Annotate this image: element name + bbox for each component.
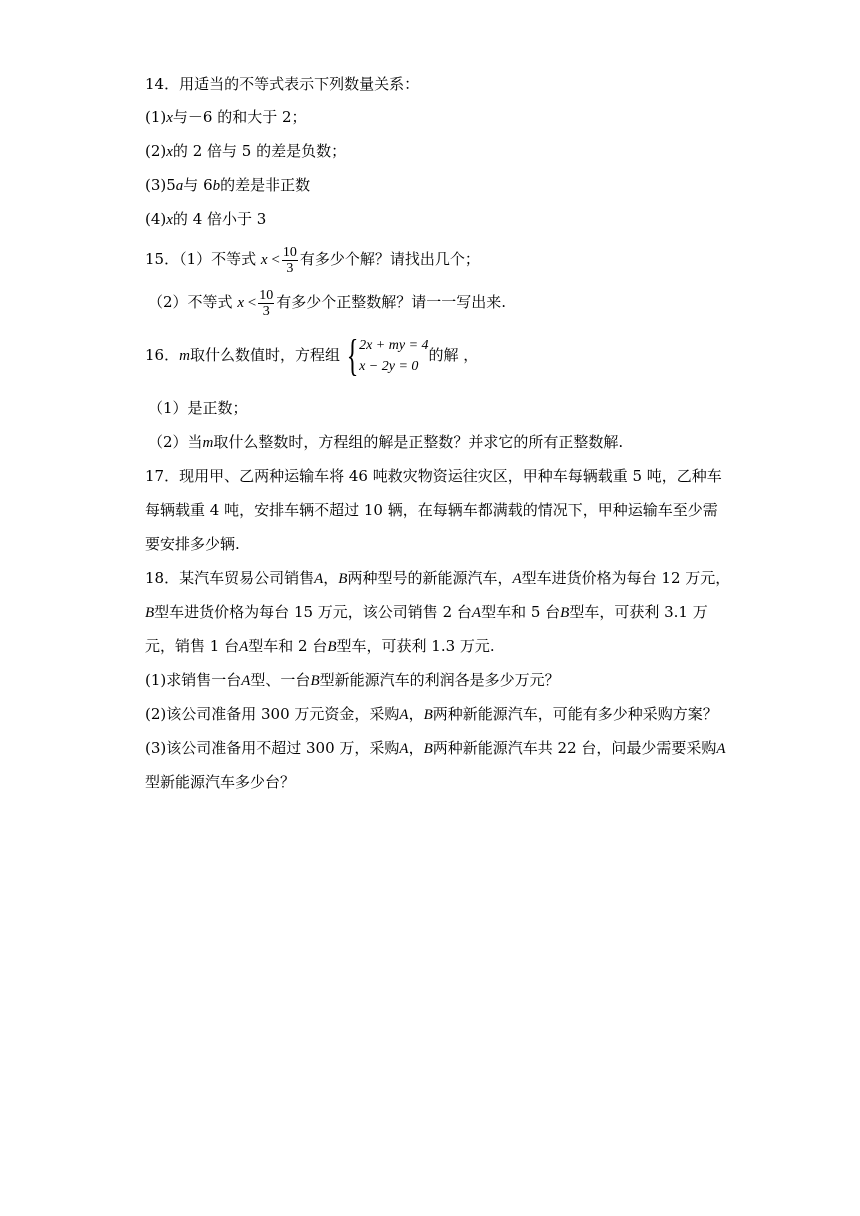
- q18-part2: (2)该公司准备用 300 万元资金，采购A，B两种新能源汽车，可能有多少种采购方案？: [145, 705, 718, 723]
- q16-part1: （1）是正数；: [148, 399, 248, 417]
- q18-line1: 18．某汽车贸易公司销售A，B两种型号的新能源汽车，A型车进货价格为每台 12 万元，: [145, 569, 731, 587]
- fraction-10-3: $\frac{10}{3}$: [259, 287, 274, 319]
- q18-part3-cont: 型新能源汽车多少台？: [145, 773, 296, 791]
- fraction-10-3: $\frac{10}{3}$: [282, 244, 297, 276]
- q14-part1: (1)x与－6 的和大于 2；: [145, 108, 307, 126]
- q14-title: 14．用适当的不等式表示下列数量关系：: [145, 75, 420, 93]
- q18-part3: (3)该公司准备用不超过 300 万，采购A，B两种新能源汽车共 22 台，问最少需要采购A: [145, 739, 726, 757]
- inequality: x <: [260, 252, 280, 268]
- left-brace: {: [346, 331, 359, 380]
- q16-stem: 16．m取什么数值时，方程组 { 2x + my = 4 x − 2y = 0 的解 ，: [145, 331, 479, 380]
- equation-1: 2x + my = 4: [359, 338, 429, 353]
- q14-part4: (4)x的 4 倍小于 3: [145, 210, 267, 228]
- q17-line3: 要安排多少辆.: [145, 535, 240, 553]
- q18-part1: (1)求销售一台A型、一台B型新能源汽车的利润各是多少万元？: [145, 671, 560, 689]
- q15-part1: 15．（1）不等式 x < $\frac{10}{3}$ 有多少个解？请找出几个；: [145, 244, 480, 276]
- equation-2: x − 2y = 0: [359, 359, 419, 374]
- q15-part2: （2）不等式 x < $\frac{10}{3}$ 有多少个正整数解？请一一写出来.: [148, 287, 506, 319]
- q17-line1: 17．现用甲、乙两种运输车将 46 吨救灾物资运往灾区，甲种车每辆载重 5 吨，乙种车: [145, 467, 722, 485]
- q18-line3: 元，销售 1 台A型车和 2 台B型车，可获利 1.3 万元.: [145, 637, 495, 655]
- q18-line2: B型车进货价格为每台 15 万元，该公司销售 2 台A型车和 5 台B型车，可获利 3.1 万: [145, 603, 708, 621]
- q14-part2: (2)x的 2 倍与 5 的差是负数；: [145, 142, 347, 160]
- q16-part2: （2）当m取什么整数时，方程组的解是正整数？并求它的所有正整数解.: [148, 433, 624, 451]
- equation-system: [342, 331, 429, 380]
- q17-line2: 每辆载重 4 吨，安排车辆不超过 10 辆，在每辆车都满载的情况下，甲种运输车至少需: [145, 501, 718, 519]
- q14-part3: (3)5a与 6b的差是非正数: [145, 176, 311, 194]
